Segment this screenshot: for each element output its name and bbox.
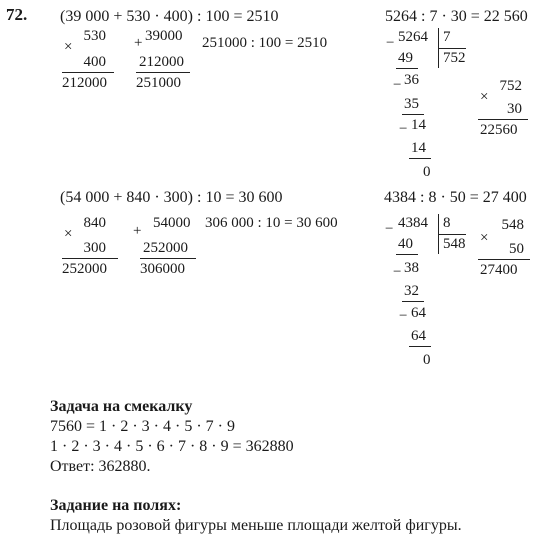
plus-sign: + [133,223,142,239]
remainder: 0 [423,164,431,180]
dividend: 4384 [398,215,428,231]
step: 14 [411,117,426,133]
quotient: 752 [443,50,466,66]
step-line [402,114,424,115]
minus-sign: − [393,264,402,280]
factor-b: 300 [83,240,106,256]
product-result: 252000 [62,261,107,277]
step: 64 [411,305,426,321]
addend-a: 54000 [153,215,191,231]
step: 36 [404,72,419,88]
margin-task-title: Задание на полях: [50,497,182,514]
puzzle-title: Задача на смекалку [50,398,193,415]
addend-a: 39000 [145,28,183,44]
expression-3: (54 000 + 840 · 300) : 10 = 30 600 [60,189,283,206]
step-line [396,254,418,255]
step-line [396,68,418,69]
factor-b: 400 [83,54,106,70]
step: 14 [411,140,426,156]
product-result: 27400 [480,262,518,278]
factor-b: 50 [509,241,524,257]
product-result: 212000 [62,75,107,91]
result-line [62,258,118,259]
margin-task-text: Площадь розовой фигуры меньше площади желтой фигуры. [50,517,462,534]
dividend: 5264 [398,29,428,45]
factor-b: 30 [507,101,522,117]
expression-1: (39 000 + 530 · 400) : 100 = 2510 [60,8,279,25]
step: 38 [404,260,419,276]
minus-sign: − [399,308,408,324]
problem-number: 72. [6,5,28,24]
division-line-1: 251000 : 100 = 2510 [202,35,328,51]
factor-a: 752 [499,78,522,94]
result-line [140,258,196,259]
multiply-sign: × [480,230,489,246]
expression-2: 5264 : 7 · 30 = 22 560 [385,8,528,25]
expression-4: 4384 : 8 · 50 = 27 400 [384,189,527,206]
multiply-sign: × [480,89,489,105]
step: 49 [398,50,413,66]
result-line [62,72,114,73]
result-line [478,259,530,260]
minus-sign: − [385,221,394,237]
quotient: 548 [443,236,466,252]
factor-a: 548 [501,217,524,233]
puzzle-line-2: 1 · 2 · 3 · 4 · 5 · 6 · 7 · 8 · 9 = 362880 [50,438,294,455]
factor-a: 840 [83,215,106,231]
factor-a: 530 [83,28,106,44]
step-line [402,301,424,302]
multiply-sign: × [64,226,73,242]
step-line [409,158,431,159]
puzzle-line-1: 7560 = 1 · 2 · 3 · 4 · 5 · 7 · 9 [50,418,235,435]
step: 40 [398,236,413,252]
addend-b: 252000 [143,240,188,256]
sum-result: 306000 [140,261,185,277]
sum-result: 251000 [136,75,181,91]
result-line [136,72,190,73]
minus-sign: − [393,77,402,93]
divisor: 8 [443,215,451,231]
multiply-sign: × [64,39,73,55]
plus-sign: + [134,35,143,51]
step: 32 [404,283,419,299]
puzzle-answer: Ответ: 362880. [50,458,151,475]
divisor: 7 [443,29,451,45]
remainder: 0 [423,352,431,368]
step: 64 [411,328,426,344]
minus-sign: − [386,35,395,51]
division-line-3: 306 000 : 10 = 30 600 [205,215,338,231]
result-line [478,119,528,120]
step: 35 [404,96,419,112]
minus-sign: − [399,121,408,137]
step-line [409,346,431,347]
product-result: 22560 [480,122,518,138]
addend-b: 212000 [139,54,184,70]
